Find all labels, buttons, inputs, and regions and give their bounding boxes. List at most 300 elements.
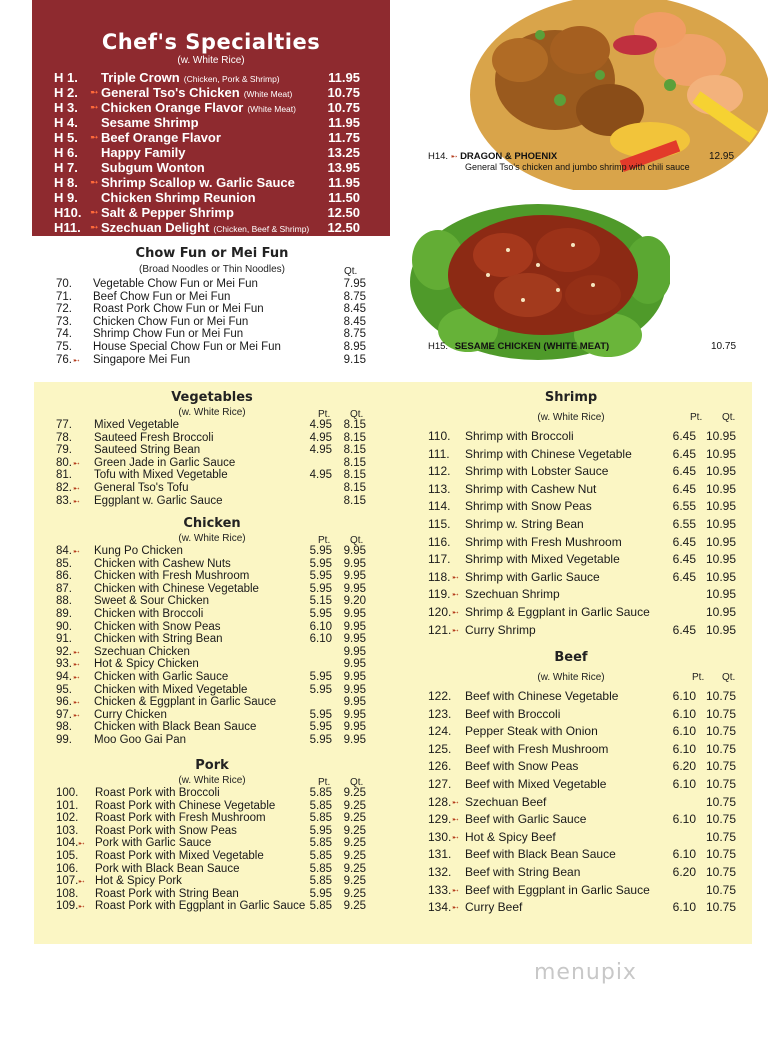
menu-item bbox=[56, 595, 368, 608]
item-name-text: Happy Family bbox=[101, 145, 186, 160]
item-name: Beef Chow Fun or Mei Fun bbox=[93, 290, 231, 303]
item-quart-price: 9.95 bbox=[343, 633, 366, 646]
h15-caption bbox=[428, 341, 609, 352]
menu-item bbox=[428, 829, 742, 846]
item-code: H 4. bbox=[54, 115, 78, 130]
menu-item bbox=[428, 899, 742, 916]
menu-item bbox=[428, 569, 742, 586]
specials-item bbox=[54, 85, 388, 100]
item-quart-price: 9.95 bbox=[343, 658, 366, 671]
item-name: Shrimp & Eggplant in Garlic Sauce bbox=[465, 605, 650, 619]
h15-price: 10.75 bbox=[711, 341, 737, 352]
item-name: Shrimp with Snow Peas bbox=[465, 499, 592, 514]
chicken-subtitle: (w. White Rice) bbox=[178, 533, 246, 544]
item-name bbox=[101, 160, 205, 175]
item-number: 98. bbox=[56, 721, 72, 734]
spicy-icon: ➸ bbox=[90, 102, 98, 112]
item-name: Szechuan Chicken bbox=[94, 645, 190, 658]
item-name: Vegetable Chow Fun or Mei Fun bbox=[93, 278, 258, 290]
menu-item bbox=[428, 498, 742, 515]
item-name bbox=[101, 175, 295, 190]
item-number: 71. bbox=[56, 290, 72, 303]
item-number: 92. bbox=[56, 645, 72, 658]
menu-item bbox=[56, 583, 368, 596]
vegetables-subtitle: (w. White Rice) bbox=[178, 407, 246, 418]
menupix-watermark: menupix bbox=[534, 960, 637, 985]
item-number: 123. bbox=[428, 706, 452, 721]
item-pint-price: 6.20 bbox=[672, 865, 696, 879]
spicy-icon: ➸ bbox=[73, 547, 80, 556]
item-number: 125. bbox=[428, 741, 452, 756]
item-quart-price: 9.15 bbox=[343, 353, 366, 366]
item-quart-price: 9.95 bbox=[343, 683, 366, 696]
item-pint-price: 6.10 bbox=[672, 812, 696, 827]
specials-item bbox=[54, 175, 388, 190]
item-quart-price: 9.95 bbox=[343, 608, 366, 620]
menu-item bbox=[428, 604, 742, 621]
item-number: 118. bbox=[428, 569, 451, 584]
item-pint-price: 6.45 bbox=[672, 552, 696, 567]
item-number: 105. bbox=[56, 850, 79, 862]
spicy-icon: ➸ bbox=[452, 608, 459, 617]
h14-code: H14. bbox=[428, 151, 449, 162]
item-name: Shrimp with Chinese Vegetable bbox=[465, 446, 632, 461]
item-pint-price: 5.95 bbox=[309, 683, 332, 696]
menu-item bbox=[56, 633, 368, 646]
item-quart-price: 8.75 bbox=[343, 328, 366, 341]
item-name: Sweet & Sour Chicken bbox=[94, 595, 210, 608]
item-pint-price: 6.10 bbox=[672, 900, 696, 915]
item-name-text: Subgum Wonton bbox=[101, 160, 205, 175]
item-number: 110. bbox=[428, 429, 451, 443]
item-number: 81. bbox=[56, 469, 72, 482]
chicken-section bbox=[56, 516, 376, 752]
item-name: Hot & Spicy Pork bbox=[95, 875, 182, 888]
item-number: 90. bbox=[56, 620, 72, 633]
shrimp-title: Shrimp bbox=[544, 390, 598, 405]
item-number: 83. bbox=[56, 494, 72, 507]
pork-title: Pork bbox=[195, 758, 229, 773]
menu-item bbox=[428, 864, 742, 881]
item-name: Curry Shrimp bbox=[465, 622, 536, 637]
item-pint-price: 6.45 bbox=[672, 534, 696, 549]
item-pint-price: 5.15 bbox=[309, 595, 332, 608]
item-quart-price: 8.15 bbox=[343, 469, 366, 482]
beef-subtitle: (w. White Rice) bbox=[537, 672, 605, 683]
spicy-icon: ➸ bbox=[90, 207, 98, 217]
item-name: Pork with Garlic Sauce bbox=[95, 837, 212, 850]
item-pint-price: 5.85 bbox=[309, 850, 332, 862]
item-pint-price: 5.95 bbox=[309, 608, 332, 620]
item-quart-price: 10.75 bbox=[705, 900, 736, 915]
item-number: 115. bbox=[428, 517, 451, 531]
item-name bbox=[101, 205, 234, 220]
menu-item bbox=[56, 291, 368, 304]
item-quart-price: 10.75 bbox=[705, 882, 736, 897]
item-number: 113. bbox=[428, 481, 451, 496]
item-pint-price: 5.95 bbox=[309, 671, 332, 683]
chicken-title: Chicken bbox=[183, 516, 241, 531]
specials-item bbox=[54, 100, 388, 115]
item-quart-price: 10.95 bbox=[705, 517, 736, 531]
item-quart-price: 9.95 bbox=[343, 671, 366, 683]
item-number: 104. bbox=[56, 837, 79, 850]
menu-item bbox=[428, 481, 742, 498]
menu-item bbox=[428, 776, 742, 793]
item-name: Beef with Black Bean Sauce bbox=[465, 847, 616, 862]
item-quart-price: 10.75 bbox=[705, 689, 736, 703]
item-number: 80. bbox=[56, 456, 72, 469]
item-name: Beef with Garlic Sauce bbox=[465, 812, 587, 827]
menu-item bbox=[56, 721, 368, 734]
spicy-icon: ➸ bbox=[452, 797, 459, 807]
menu-item bbox=[56, 419, 368, 432]
shrimp-pt-header: Pt. bbox=[690, 412, 703, 423]
menu-item bbox=[428, 428, 742, 445]
menu-item bbox=[56, 570, 368, 583]
item-name: Beef with Chinese Vegetable bbox=[465, 689, 619, 703]
item-quart-price: 10.95 bbox=[705, 552, 736, 567]
item-number: 120. bbox=[428, 605, 452, 619]
item-pint-price: 6.55 bbox=[672, 517, 696, 531]
specials-item bbox=[54, 115, 388, 130]
item-number: 129. bbox=[428, 812, 452, 827]
menu-item bbox=[56, 341, 368, 354]
item-pint-price: 6.45 bbox=[672, 481, 696, 496]
item-pint-price: 5.95 bbox=[309, 824, 332, 837]
item-number: 96. bbox=[56, 696, 72, 709]
item-name: Szechuan Beef bbox=[465, 794, 547, 809]
item-quart-price: 10.95 bbox=[705, 446, 736, 461]
item-pint-price: 5.85 bbox=[309, 862, 332, 875]
menu-item bbox=[56, 800, 368, 813]
item-number: 78. bbox=[56, 431, 72, 444]
vegetables-qt-header: Qt. bbox=[350, 409, 364, 420]
item-quart-price: 9.25 bbox=[343, 850, 366, 862]
item-number: 121. bbox=[428, 622, 452, 637]
menu-item bbox=[56, 734, 368, 747]
menu-item bbox=[56, 837, 368, 850]
menu-item bbox=[56, 900, 368, 913]
item-price: 11.50 bbox=[328, 190, 360, 205]
item-quart-price: 10.95 bbox=[705, 622, 736, 637]
item-pint-price: 5.85 bbox=[309, 837, 332, 850]
menu-item bbox=[56, 684, 368, 697]
h14-name: DRAGON & PHOENIX bbox=[460, 151, 558, 162]
item-quart-price: 8.15 bbox=[343, 494, 366, 507]
spicy-icon: ➸ bbox=[452, 590, 459, 600]
item-name: Beef with Broccoli bbox=[465, 706, 561, 721]
menu-item bbox=[56, 671, 368, 684]
menu-item bbox=[56, 787, 368, 800]
item-number: 76. bbox=[56, 353, 72, 366]
item-pint-price: 6.45 bbox=[672, 446, 696, 461]
specials-item bbox=[54, 220, 388, 235]
item-code: H 5. bbox=[54, 130, 78, 145]
item-name: Roast Pork with Broccoli bbox=[95, 787, 220, 799]
item-quart-price: 9.25 bbox=[343, 900, 366, 913]
item-name: Shrimp w. String Bean bbox=[465, 517, 584, 531]
item-name-text: Chicken Orange Flavor bbox=[101, 100, 244, 115]
item-number: 72. bbox=[56, 303, 72, 316]
item-quart-price: 9.95 bbox=[343, 708, 366, 721]
item-price: 11.75 bbox=[328, 130, 360, 145]
item-quart-price: 9.20 bbox=[343, 595, 366, 608]
specials-item bbox=[54, 145, 388, 160]
item-number: 91. bbox=[56, 633, 72, 646]
item-name-text: Szechuan Delight bbox=[101, 220, 210, 235]
item-name: Shrimp with Cashew Nut bbox=[465, 481, 597, 496]
menu-item bbox=[428, 463, 742, 480]
item-pint-price: 5.85 bbox=[309, 900, 332, 913]
item-name: Shrimp with Mixed Vegetable bbox=[465, 552, 620, 567]
item-name: Curry Chicken bbox=[94, 708, 167, 721]
item-pint-price: 6.45 bbox=[672, 464, 696, 479]
item-number: 112. bbox=[428, 464, 451, 479]
spicy-icon: ➸ bbox=[73, 673, 80, 682]
item-note: (White Meat) bbox=[247, 104, 296, 114]
item-pint-price: 5.95 bbox=[309, 721, 332, 734]
item-quart-price: 8.15 bbox=[343, 419, 366, 431]
item-quart-price: 9.25 bbox=[343, 799, 366, 812]
item-name: Singapore Mei Fun bbox=[93, 353, 191, 366]
chicken-pt-header: Pt. bbox=[318, 535, 331, 546]
menu-item bbox=[428, 446, 742, 463]
vegetables-section bbox=[56, 390, 376, 512]
item-number: 95. bbox=[56, 683, 72, 696]
item-quart-price: 10.95 bbox=[705, 587, 736, 602]
chow-fun-title: Chow Fun or Mei Fun bbox=[135, 246, 289, 261]
item-number: 74. bbox=[56, 328, 72, 341]
item-code: H 2. bbox=[54, 85, 78, 100]
specials-item bbox=[54, 160, 388, 175]
menu-item bbox=[56, 696, 368, 709]
item-code: H 8. bbox=[54, 175, 78, 190]
item-quart-price: 10.75 bbox=[705, 741, 736, 756]
item-name: Roast Pork with String Bean bbox=[95, 887, 239, 900]
item-number: 87. bbox=[56, 582, 72, 595]
item-number: 102. bbox=[56, 812, 79, 825]
item-name: Chicken with Chinese Vegetable bbox=[94, 582, 259, 595]
menu-item bbox=[428, 534, 742, 551]
item-pint-price: 6.55 bbox=[672, 499, 696, 514]
beef-section bbox=[428, 650, 746, 920]
item-quart-price: 9.25 bbox=[343, 824, 366, 837]
pork-section bbox=[56, 758, 376, 918]
menu-item bbox=[56, 875, 368, 888]
menu-item bbox=[56, 432, 368, 445]
item-quart-price: 9.95 bbox=[343, 620, 366, 633]
menu-item bbox=[56, 354, 368, 367]
item-pint-price: 6.10 bbox=[309, 620, 332, 633]
item-code: H 6. bbox=[54, 145, 78, 160]
menu-item bbox=[56, 316, 368, 329]
item-name bbox=[101, 115, 199, 130]
spicy-icon: ➸ bbox=[452, 815, 459, 825]
menu-item bbox=[428, 846, 742, 863]
specials-item bbox=[54, 70, 388, 85]
item-number: 82. bbox=[56, 482, 72, 494]
item-number: 86. bbox=[56, 570, 72, 583]
item-name: Sauteed String Bean bbox=[94, 444, 201, 457]
item-code: H 3. bbox=[54, 100, 78, 115]
item-price: 11.95 bbox=[328, 175, 360, 190]
item-quart-price: 9.25 bbox=[343, 787, 366, 799]
item-quart-price: 8.15 bbox=[343, 431, 366, 444]
item-code: H 1. bbox=[54, 70, 78, 85]
item-code: H11. bbox=[54, 220, 81, 235]
item-price: 12.50 bbox=[327, 220, 360, 235]
item-pint-price: 6.10 bbox=[672, 847, 696, 862]
item-number: 79. bbox=[56, 444, 72, 457]
spicy-icon: ➸ bbox=[73, 484, 80, 493]
item-pint-price: 6.10 bbox=[309, 633, 332, 646]
item-number: 109. bbox=[56, 900, 79, 913]
item-name: Roast Pork with Mixed Vegetable bbox=[95, 850, 264, 862]
item-pint-price: 4.95 bbox=[309, 469, 332, 482]
item-code: H 7. bbox=[54, 160, 78, 175]
item-name: Shrimp with Broccoli bbox=[465, 429, 574, 443]
item-name: Chicken with Mixed Vegetable bbox=[94, 683, 248, 696]
item-name: Chicken Chow Fun or Mei Fun bbox=[93, 315, 249, 328]
item-pint-price: 5.85 bbox=[309, 875, 332, 888]
item-quart-price: 10.95 bbox=[705, 429, 736, 443]
specials-item bbox=[54, 190, 388, 205]
menu-item bbox=[428, 758, 742, 775]
item-name: Szechuan Shrimp bbox=[465, 587, 560, 602]
chicken-qt-header: Qt. bbox=[350, 535, 364, 546]
item-name: Roast Pork Chow Fun or Mei Fun bbox=[93, 303, 264, 316]
item-code: H10. bbox=[54, 205, 82, 220]
h14-description: General Tso's chicken and jumbo shrimp with chili sauce bbox=[465, 162, 690, 172]
menu-item bbox=[56, 621, 368, 634]
item-pint-price: 5.85 bbox=[309, 799, 332, 812]
item-number: 70. bbox=[56, 278, 72, 290]
item-quart-price: 8.15 bbox=[343, 482, 366, 494]
item-pint-price: 5.95 bbox=[309, 570, 332, 583]
item-number: 88. bbox=[56, 595, 72, 608]
item-pint-price: 5.85 bbox=[309, 812, 332, 825]
item-quart-price: 8.95 bbox=[343, 341, 366, 353]
item-pint-price: 5.85 bbox=[309, 787, 332, 799]
menu-item bbox=[428, 794, 742, 811]
pork-pt-header: Pt. bbox=[318, 777, 331, 788]
item-name-text: General Tso's Chicken bbox=[101, 85, 240, 100]
item-pint-price: 5.95 bbox=[309, 557, 332, 570]
menu-item bbox=[56, 303, 368, 316]
item-quart-price: 7.95 bbox=[343, 278, 366, 290]
item-pint-price: 4.95 bbox=[309, 444, 332, 457]
item-pint-price: 6.10 bbox=[672, 741, 696, 756]
item-note: (Chicken, Beef & Shrimp) bbox=[213, 224, 310, 234]
spicy-icon: ➸ bbox=[78, 839, 85, 849]
item-quart-price: 10.75 bbox=[705, 706, 736, 721]
item-name: Moo Goo Gai Pan bbox=[94, 734, 187, 746]
item-quart-price: 10.75 bbox=[705, 847, 736, 862]
item-name: Beef with Snow Peas bbox=[465, 759, 579, 774]
menu-item bbox=[428, 723, 742, 740]
spicy-icon: ➸ bbox=[90, 222, 98, 232]
item-number: 100. bbox=[56, 787, 79, 799]
item-price: 11.95 bbox=[328, 115, 360, 130]
chow-fun-qt-header: Qt. bbox=[344, 266, 358, 277]
item-number: 101. bbox=[56, 799, 79, 812]
item-quart-price: 9.25 bbox=[343, 812, 366, 825]
menu-item bbox=[56, 482, 368, 495]
item-name: Chicken with Fresh Mushroom bbox=[94, 570, 250, 583]
h14-caption bbox=[428, 151, 557, 162]
menu-item bbox=[56, 812, 368, 825]
item-name-text: Chicken Shrimp Reunion bbox=[101, 190, 256, 205]
chow-fun-section bbox=[56, 246, 376, 370]
item-name: Chicken & Eggplant in Garlic Sauce bbox=[94, 696, 277, 709]
shrimp-subtitle: (w. White Rice) bbox=[537, 412, 605, 423]
item-number: 124. bbox=[428, 724, 452, 739]
item-pint-price: 6.10 bbox=[672, 777, 696, 791]
spicy-icon: ➸ bbox=[73, 660, 80, 670]
item-name bbox=[101, 220, 309, 237]
item-name: Roast Pork with Snow Peas bbox=[95, 824, 237, 837]
menu-item bbox=[428, 688, 742, 705]
item-number: 126. bbox=[428, 759, 452, 774]
item-quart-price: 9.95 bbox=[343, 696, 366, 709]
specials-item bbox=[54, 130, 388, 145]
item-name: Roast Pork with Chinese Vegetable bbox=[95, 799, 276, 812]
item-number: 107. bbox=[56, 875, 79, 888]
menu-item bbox=[428, 811, 742, 828]
menu-item bbox=[428, 706, 742, 723]
specials-subtitle: (w. White Rice) bbox=[177, 55, 245, 66]
item-number: 106. bbox=[56, 862, 79, 875]
item-number: 97. bbox=[56, 708, 72, 721]
item-number: 119. bbox=[428, 587, 451, 602]
item-price: 10.75 bbox=[327, 85, 360, 100]
item-quart-price: 10.75 bbox=[705, 777, 736, 791]
spicy-icon: ➸ bbox=[90, 87, 98, 97]
menu-item bbox=[428, 622, 742, 639]
item-name: Chicken with Cashew Nuts bbox=[94, 557, 231, 570]
menu-item bbox=[56, 278, 368, 291]
menu-item bbox=[428, 551, 742, 568]
beef-title: Beef bbox=[554, 650, 588, 665]
chow-fun-subtitle: (Broad Noodles or Thin Noodles) bbox=[138, 264, 285, 275]
item-pint-price: 6.45 bbox=[672, 569, 696, 584]
spicy-icon: ➸ bbox=[452, 832, 459, 842]
item-number: 132. bbox=[428, 865, 452, 879]
item-number: 134. bbox=[428, 900, 452, 915]
item-pint-price: 6.10 bbox=[672, 724, 696, 739]
menu-item bbox=[56, 863, 368, 876]
item-name: Chicken with String Bean bbox=[94, 633, 223, 646]
spicy-icon: ➸ bbox=[73, 698, 80, 708]
menu-item bbox=[56, 608, 368, 621]
item-name-text: Sesame Shrimp bbox=[101, 115, 199, 130]
item-price: 11.95 bbox=[328, 70, 360, 85]
item-pint-price: 5.95 bbox=[309, 887, 332, 900]
item-quart-price: 10.95 bbox=[705, 569, 736, 584]
beef-pt-header: Pt. bbox=[692, 672, 705, 683]
menu-item bbox=[56, 469, 368, 482]
item-quart-price: 9.25 bbox=[343, 837, 366, 850]
shrimp-section bbox=[428, 390, 746, 640]
item-name: Eggplant w. Garlic Sauce bbox=[94, 494, 223, 507]
menu-item bbox=[56, 825, 368, 838]
item-quart-price: 10.95 bbox=[705, 464, 736, 479]
item-pint-price: 5.95 bbox=[309, 734, 332, 746]
item-pint-price: 4.95 bbox=[309, 419, 332, 431]
item-pint-price: 5.95 bbox=[309, 582, 332, 595]
item-quart-price: 9.25 bbox=[343, 875, 366, 888]
